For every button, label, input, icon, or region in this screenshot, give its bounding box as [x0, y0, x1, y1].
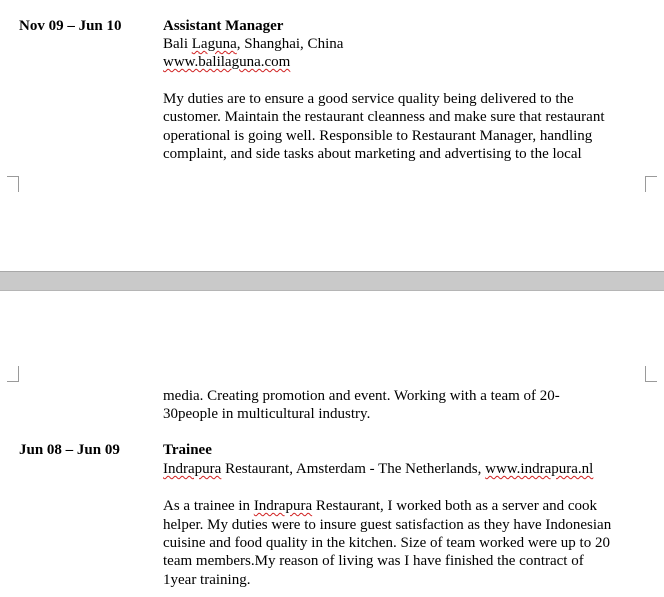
entry-2-description-part: Indrapura	[253, 498, 313, 514]
entry-2-description-part: As a trainee in	[163, 498, 254, 514]
entry-2-description-line: 1year training.	[163, 572, 251, 588]
entry-1-website-text: www.balilaguna.com	[163, 54, 291, 70]
entry-2-description-line: team members.My reason of living was I have finished the contract of	[163, 553, 584, 569]
entry-1-location-part: , Shanghai, China	[236, 36, 344, 52]
entry-1-website	[163, 53, 290, 71]
page-corner-mark	[7, 176, 19, 192]
entry-1-description-line: complaint, and side tasks about marketing and advertising to the local	[163, 146, 582, 162]
entry-2-location-part: Restaurant, Amsterdam - The Netherlands,	[221, 461, 486, 477]
entry-1-job-title: Assistant Manager	[163, 18, 284, 34]
page-break-separator	[0, 271, 664, 291]
page-corner-mark	[645, 366, 657, 382]
entry-1-description-continued: 30people in multicultural industry.	[163, 406, 371, 422]
entry-1-description-line: My duties are to ensure a good service quality being delivered to the	[163, 91, 574, 107]
document-page-1	[0, 0, 664, 271]
entry-2-job-title: Trainee	[163, 442, 212, 458]
entry-2-website-text: www.indrapura.nl	[485, 461, 594, 477]
entry-2-location-part: Indrapura	[163, 461, 222, 477]
entry-1-description-line: operational is going well. Responsible to Restaurant Manager, handling	[163, 128, 593, 144]
page-corner-mark	[645, 176, 657, 192]
entry-2-dates: Jun 08 – Jun 09	[19, 442, 120, 458]
entry-2-location	[163, 460, 593, 478]
entry-1-location	[163, 35, 343, 53]
entry-2-description-part: Restaurant, I worked both as a server and cook	[312, 498, 598, 514]
entry-1-description-line: customer. Maintain the restaurant cleanness and make sure that restaurant	[163, 109, 605, 125]
entry-1-description-continued: media. Creating promotion and event. Working with a team of 20-	[163, 388, 560, 404]
entry-2-description-line: cuisine and food quality in the kitchen. Size of team worked were up to 20	[163, 535, 610, 551]
entry-1-location-part: Laguna	[191, 36, 237, 52]
entry-1-location-part: Bali	[163, 36, 192, 52]
entry-2-description-line: helper. My duties were to insure guest satisfaction as they have Indonesian	[163, 517, 612, 533]
entry-2-description-line	[163, 497, 597, 515]
page-corner-mark	[7, 366, 19, 382]
entry-1-dates: Nov 09 – Jun 10	[19, 18, 122, 34]
